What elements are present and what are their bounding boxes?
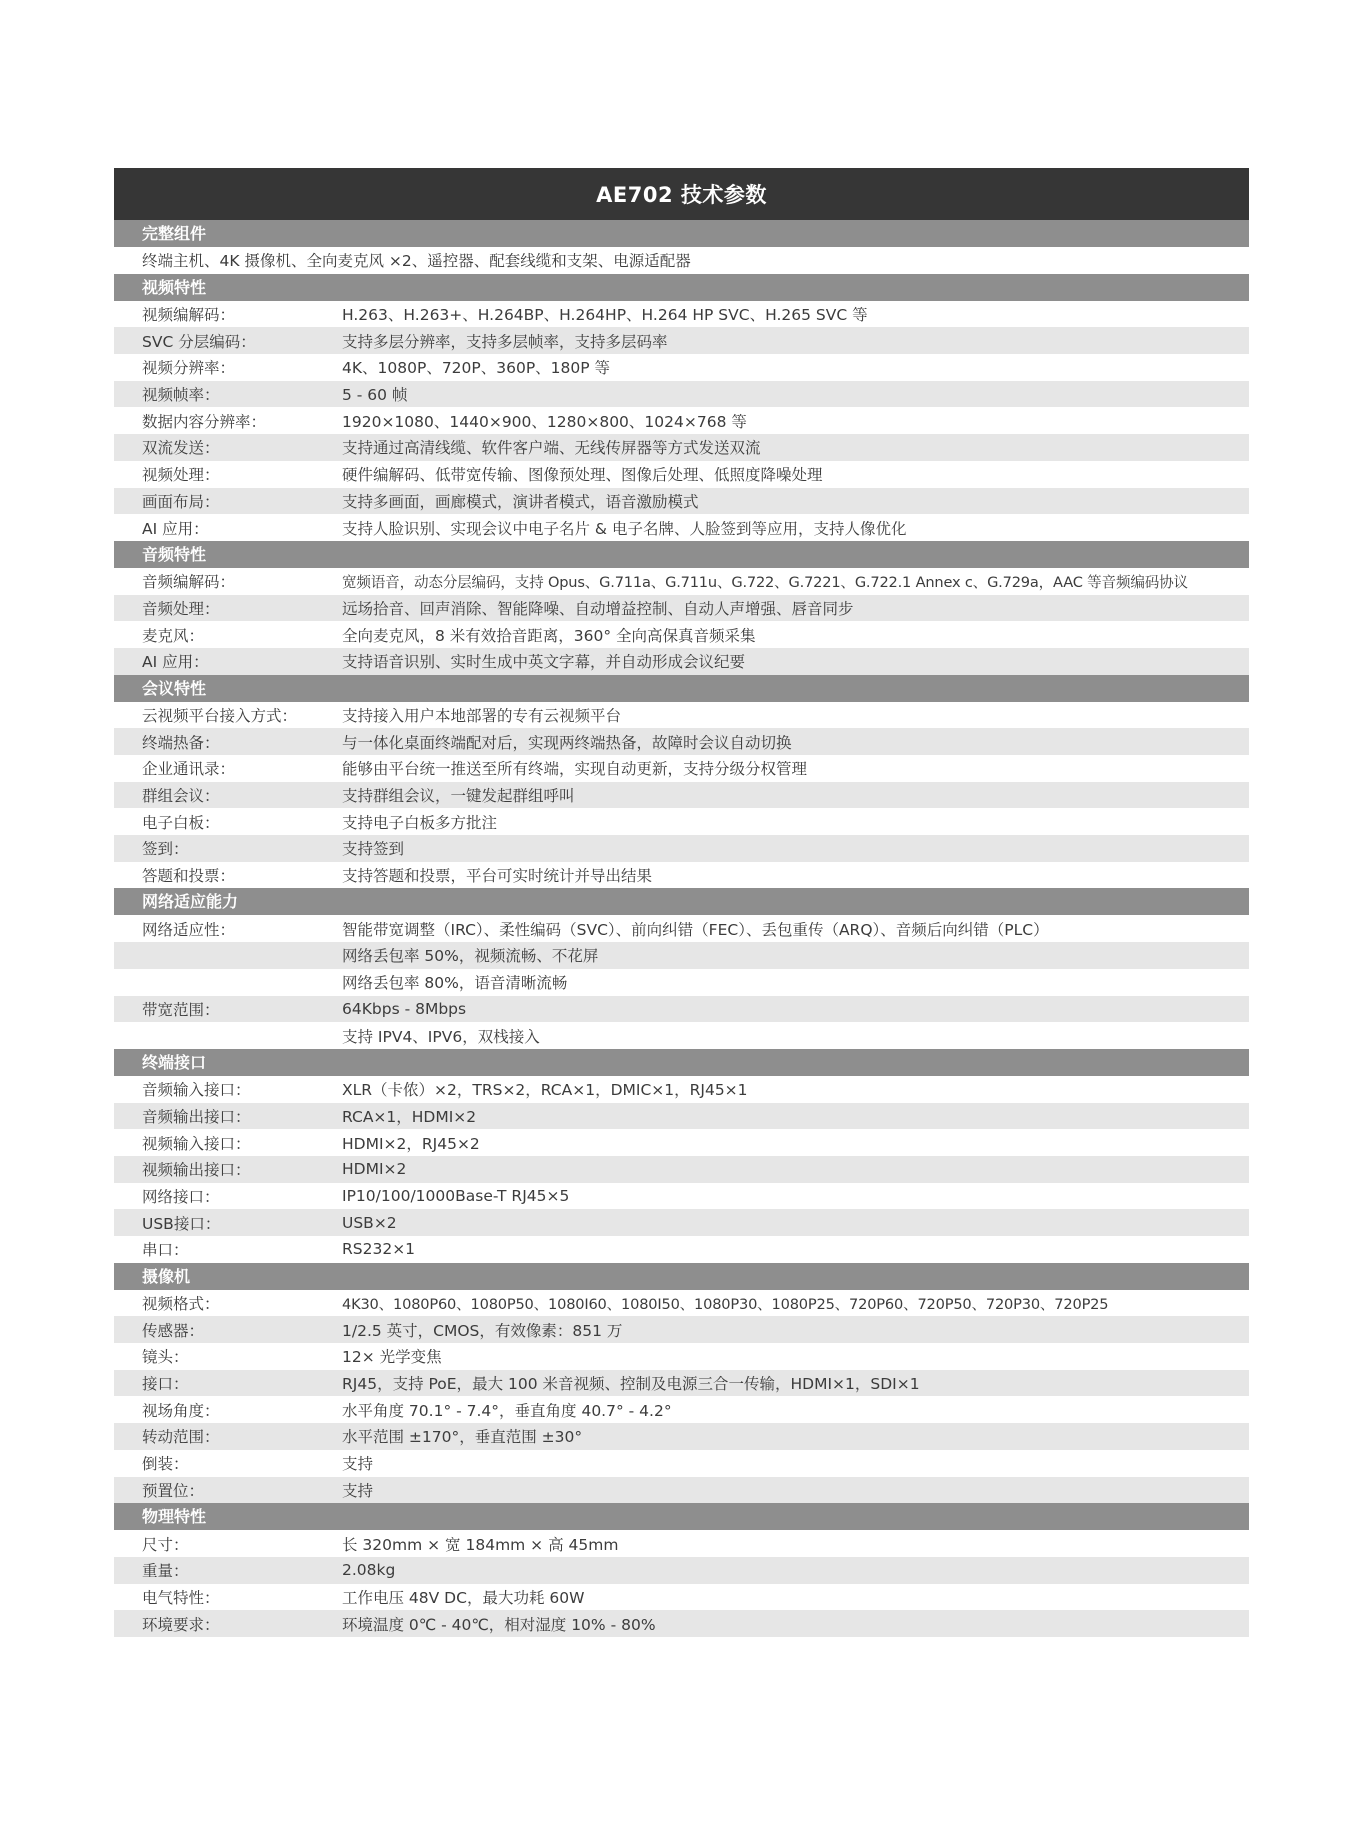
section-heading: 终端接口: [114, 1049, 1249, 1076]
spec-label: 双流发送：: [142, 439, 220, 458]
spec-row: [114, 728, 1249, 755]
spec-row: [114, 354, 1249, 381]
spec-row: [114, 755, 1249, 782]
spec-value: 支持多层分辨率，支持多层帧率，支持多层码率: [342, 332, 668, 351]
spec-value: 支持 IPV4、IPV6，双栈接入: [342, 1027, 540, 1046]
spec-value: 64Kbps - 8Mbps: [342, 999, 467, 1018]
section-heading: 会议特性: [114, 675, 1249, 702]
spec-label: AI 应用：: [142, 653, 209, 672]
spec-row: [114, 1450, 1249, 1477]
spec-row: [114, 862, 1249, 889]
spec-row: [114, 1290, 1249, 1317]
spec-value: XLR（卡侬）×2，TRS×2，RCA×1，DMIC×1，RJ45×1: [342, 1081, 748, 1100]
spec-value: 智能带宽调整（IRC）、柔性编码（SVC）、前向纠错（FEC）、丢包重传（ARQ）、音频后向纠错（PLC）: [342, 920, 1049, 939]
spec-row: [114, 1557, 1249, 1584]
spec-row: [114, 808, 1249, 835]
spec-row: [114, 1022, 1249, 1049]
spec-value: 终端主机、4K 摄像机、全向麦克风 ×2、遥控器、配套线缆和支架、电源适配器: [142, 252, 691, 271]
spec-row: [114, 1236, 1249, 1263]
spec-value: 支持多画面，画廊模式，演讲者模式，语音激励模式: [342, 492, 699, 511]
spec-row: [114, 1076, 1249, 1103]
spec-label: 视频分辨率：: [142, 359, 236, 378]
spec-value: 支持答题和投票，平台可实时统计并导出结果: [342, 867, 653, 886]
spec-label: 接口：: [142, 1375, 189, 1394]
spec-label: 视频处理：: [142, 466, 220, 485]
spec-row: [114, 1477, 1249, 1504]
spec-label: 视频编解码：: [142, 306, 236, 325]
spec-value: 5 - 60 帧: [342, 386, 408, 405]
spec-label: 音频输出接口：: [142, 1107, 251, 1126]
spec-row: [114, 1584, 1249, 1611]
spec-label: 音频编解码：: [142, 573, 236, 592]
spec-value: 支持群组会议，一键发起群组呼叫: [342, 787, 575, 806]
spec-label: 视频输入接口：: [142, 1134, 251, 1153]
spec-row: [114, 1343, 1249, 1370]
spec-row: [114, 969, 1249, 996]
spec-row: [114, 702, 1249, 729]
section-heading: 网络适应能力: [114, 888, 1249, 915]
spec-value: 与一体化桌面终端配对后，实现两终端热备，故障时会议自动切换: [342, 733, 792, 752]
spec-value: 4K、1080P、720P、360P、180P 等: [342, 359, 611, 378]
spec-value: 环境温度 0℃ - 40℃，相对湿度 10% - 80%: [342, 1615, 656, 1634]
spec-row: [114, 996, 1249, 1023]
section-heading: 视频特性: [114, 274, 1249, 301]
spec-row: [114, 835, 1249, 862]
spec-label: 网络适应性：: [142, 920, 236, 939]
spec-row: [114, 434, 1249, 461]
spec-value: IP10/100/1000Base-T RJ45×5: [342, 1186, 570, 1205]
document-title: AE702 技术参数: [114, 168, 1249, 220]
spec-value: 支持人脸识别、实现会议中电子名片 & 电子名牌、人脸签到等应用，支持人像优化: [342, 519, 907, 538]
spec-value: 4K30、1080P60、1080P50、1080I60、1080I50、1080P30、1080P25、720P60、720P50、720P30、720P25: [342, 1295, 1109, 1313]
spec-row: [114, 1530, 1249, 1557]
spec-value: RCA×1，HDMI×2: [342, 1107, 477, 1126]
spec-label: 镜头：: [142, 1348, 189, 1367]
spec-label: 企业通讯录：: [142, 760, 236, 779]
spec-row: [114, 942, 1249, 969]
spec-value: 支持接入用户本地部署的专有云视频平台: [342, 706, 622, 725]
section-heading: 摄像机: [114, 1263, 1249, 1290]
spec-value: USB×2: [342, 1213, 397, 1232]
section-heading: 音频特性: [114, 541, 1249, 568]
spec-label: 视频帧率：: [142, 386, 220, 405]
spec-row: [114, 461, 1249, 488]
spec-value: 网络丢包率 80%，语音清晰流畅: [342, 974, 568, 993]
spec-row: [114, 407, 1249, 434]
spec-label: 电子白板：: [142, 813, 220, 832]
spec-row: [114, 1423, 1249, 1450]
spec-value: 支持: [342, 1455, 374, 1474]
spec-value: 12× 光学变焦: [342, 1348, 442, 1367]
spec-row: [114, 488, 1249, 515]
spec-row: [114, 381, 1249, 408]
spec-label: 传感器：: [142, 1321, 205, 1340]
spec-label: 重量：: [142, 1562, 189, 1581]
spec-label: 尺寸：: [142, 1535, 189, 1554]
spec-value: 支持: [342, 1481, 374, 1500]
spec-row: [114, 1316, 1249, 1343]
spec-value: 水平角度 70.1° - 7.4°，垂直角度 40.7° - 4.2°: [342, 1401, 672, 1420]
spec-value: 硬件编解码、低带宽传输、图像预处理、图像后处理、低照度降噪处理: [342, 466, 823, 485]
spec-value: 支持通过高清线缆、软件客户端、无线传屏器等方式发送双流: [342, 439, 761, 458]
spec-label: 预置位：: [142, 1481, 205, 1500]
spec-label: 终端热备：: [142, 733, 220, 752]
spec-value: HDMI×2: [342, 1160, 407, 1179]
section-heading: 物理特性: [114, 1503, 1249, 1530]
spec-row: [114, 621, 1249, 648]
spec-row: [114, 1610, 1249, 1637]
spec-row: [114, 915, 1249, 942]
spec-label: 云视频平台接入方式：: [142, 706, 298, 725]
spec-label: 视频格式：: [142, 1295, 220, 1314]
spec-value: RJ45，支持 PoE，最大 100 米音视频、控制及电源三合一传输，HDMI×1，SDI×1: [342, 1375, 920, 1394]
spec-label: AI 应用：: [142, 519, 209, 538]
spec-value: 宽频语音，动态分层编码，支持 Opus、G.711a、G.711u、G.722、G.7221、G.722.1 Annex c、G.729a，AAC 等音频编码协议: [342, 573, 1188, 591]
spec-value: 1/2.5 英寸，CMOS，有效像素：851 万: [342, 1321, 623, 1340]
spec-sections: [114, 220, 1249, 1637]
spec-row: [114, 568, 1249, 595]
spec-row: [114, 648, 1249, 675]
spec-label: 转动范围：: [142, 1428, 220, 1447]
spec-label: 倒装：: [142, 1455, 189, 1474]
spec-row: [114, 1209, 1249, 1236]
spec-label: USB接口：: [142, 1214, 221, 1233]
spec-value: 支持电子白板多方批注: [342, 813, 498, 832]
spec-row: [114, 1183, 1249, 1210]
spec-row: [114, 327, 1249, 354]
spec-value: 支持签到: [342, 840, 405, 859]
spec-row: [114, 1396, 1249, 1423]
spec-label: 视场角度：: [142, 1401, 220, 1420]
spec-row: [114, 247, 1249, 274]
spec-row: [114, 514, 1249, 541]
spec-label: 麦克风：: [142, 626, 205, 645]
spec-value: 网络丢包率 50%，视频流畅、不花屏: [342, 947, 599, 966]
spec-label: 网络接口：: [142, 1187, 220, 1206]
spec-value: 能够由平台统一推送至所有终端，实现自动更新，支持分级分权管理: [342, 760, 808, 779]
spec-value: H.263、H.263+、H.264BP、H.264HP、H.264 HP SVC、H.265 SVC 等: [342, 306, 868, 325]
spec-label: 数据内容分辨率：: [142, 412, 267, 431]
spec-row: [114, 595, 1249, 622]
spec-row: [114, 1156, 1249, 1183]
spec-label: 串口：: [142, 1241, 189, 1260]
spec-row: [114, 1129, 1249, 1156]
spec-row: [114, 301, 1249, 328]
spec-label: SVC 分层编码：: [142, 332, 256, 351]
spec-value: 水平范围 ±170°，垂直范围 ±30°: [342, 1428, 583, 1447]
spec-row: [114, 782, 1249, 809]
spec-value: 工作电压 48V DC，最大功耗 60W: [342, 1588, 585, 1607]
spec-label: 音频处理：: [142, 599, 220, 618]
spec-label: 音频输入接口：: [142, 1081, 251, 1100]
spec-label: 答题和投票：: [142, 867, 236, 886]
spec-value: 长 320mm × 宽 184mm × 高 45mm: [342, 1535, 619, 1554]
spec-label: 画面布局：: [142, 492, 220, 511]
spec-value: 1920×1080、1440×900、1280×800、1024×768 等: [342, 412, 747, 431]
spec-label: 签到：: [142, 840, 189, 859]
spec-sheet: [114, 168, 1249, 1637]
spec-label: 带宽范围：: [142, 1000, 220, 1019]
section-heading: 完整组件: [114, 220, 1249, 247]
spec-value: HDMI×2，RJ45×2: [342, 1134, 480, 1153]
spec-label: 群组会议：: [142, 787, 220, 806]
spec-label: 视频输出接口：: [142, 1161, 251, 1180]
spec-label: 电气特性：: [142, 1588, 220, 1607]
spec-value: 2.08kg: [342, 1561, 396, 1580]
spec-value: 远场拾音、回声消除、智能降噪、自动增益控制、自动人声增强、唇音同步: [342, 599, 854, 618]
spec-row: [114, 1103, 1249, 1130]
spec-row: [114, 1370, 1249, 1397]
spec-label: 环境要求：: [142, 1615, 220, 1634]
spec-value: RS232×1: [342, 1240, 416, 1259]
spec-value: 全向麦克风，8 米有效拾音距离，360° 全向高保真音频采集: [342, 626, 756, 645]
spec-value: 支持语音识别、实时生成中英文字幕，并自动形成会议纪要: [342, 653, 746, 672]
